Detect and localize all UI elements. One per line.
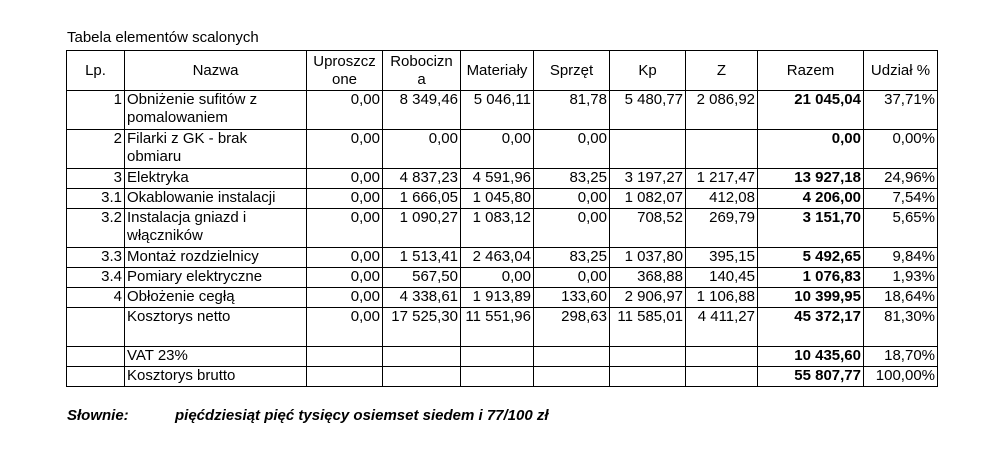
cell-robocizna: 4 338,61	[383, 288, 461, 308]
cell-kp	[610, 130, 686, 169]
cell-robocizna: 1 666,05	[383, 189, 461, 209]
cell-z: 269,79	[686, 209, 758, 248]
cell-z	[686, 130, 758, 169]
cell-robocizna: 567,50	[383, 268, 461, 288]
cell-razem: 5 492,65	[758, 248, 864, 268]
table-caption: Tabela elementów scalonych	[67, 29, 259, 46]
cell-z: 140,45	[686, 268, 758, 288]
cell-lp: 1	[67, 91, 125, 130]
header-uproszczone: Uproszcz one	[307, 51, 383, 91]
netto-z: 4 411,27	[686, 308, 758, 347]
vat-label: VAT 23%	[125, 347, 307, 367]
cell-nazwa: Obniżenie sufitów z pomalowaniem	[125, 91, 307, 130]
cell-kp: 3 197,27	[610, 169, 686, 189]
cell-udzial: 7,54%	[864, 189, 938, 209]
cell-kp: 5 480,77	[610, 91, 686, 130]
vat-razem: 10 435,60	[758, 347, 864, 367]
header-nazwa: Nazwa	[125, 51, 307, 91]
cell-lp: 3	[67, 169, 125, 189]
brutto-razem: 55 807,77	[758, 367, 864, 387]
cell-empty	[461, 347, 534, 367]
cell-nazwa: Obłożenie cegłą	[125, 288, 307, 308]
cell-lp: 2	[67, 130, 125, 169]
cell-empty	[534, 367, 610, 387]
cell-udzial: 1,93%	[864, 268, 938, 288]
header-kp: Kp	[610, 51, 686, 91]
vat-udzial: 18,70%	[864, 347, 938, 367]
cell-robocizna: 4 837,23	[383, 169, 461, 189]
header-materialy: Materiały	[461, 51, 534, 91]
vat-row	[67, 347, 938, 367]
netto-row	[67, 308, 938, 347]
table-row	[67, 248, 938, 268]
cell-lp: 3.4	[67, 268, 125, 288]
cell-empty	[383, 347, 461, 367]
cell-razem: 13 927,18	[758, 169, 864, 189]
cell-lp: 3.2	[67, 209, 125, 248]
netto-materialy: 11 551,96	[461, 308, 534, 347]
cell-uproszczone: 0,00	[307, 268, 383, 288]
cell-robocizna: 8 349,46	[383, 91, 461, 130]
cell-razem: 1 076,83	[758, 268, 864, 288]
cell-uproszczone: 0,00	[307, 169, 383, 189]
header-row	[67, 51, 938, 91]
summary-table	[66, 50, 938, 387]
cell-materialy: 1 913,89	[461, 288, 534, 308]
cell-razem: 4 206,00	[758, 189, 864, 209]
header-z: Z	[686, 51, 758, 91]
words-text: pięćdziesiąt pięć tysięcy osiemset siedem i 77/100 zł	[175, 407, 549, 424]
cell-sprzet: 83,25	[534, 169, 610, 189]
cell-sprzet: 0,00	[534, 189, 610, 209]
cell-robocizna: 0,00	[383, 130, 461, 169]
cell-robocizna: 1 513,41	[383, 248, 461, 268]
cell-razem: 3 151,70	[758, 209, 864, 248]
cell-sprzet: 133,60	[534, 288, 610, 308]
cell-sprzet: 83,25	[534, 248, 610, 268]
cell-sprzet: 0,00	[534, 209, 610, 248]
netto-sprzet: 298,63	[534, 308, 610, 347]
netto-label: Kosztorys netto	[125, 308, 307, 347]
table-row	[67, 288, 938, 308]
header-sprzet: Sprzęt	[534, 51, 610, 91]
table-row	[67, 169, 938, 189]
table-row	[67, 209, 938, 248]
cell-nazwa: Pomiary elektryczne	[125, 268, 307, 288]
netto-robocizna: 17 525,30	[383, 308, 461, 347]
cell-kp: 2 906,97	[610, 288, 686, 308]
cell-lp: 4	[67, 288, 125, 308]
cell-empty	[686, 347, 758, 367]
table-row	[67, 189, 938, 209]
cell-kp: 1 082,07	[610, 189, 686, 209]
cell-materialy: 1 045,80	[461, 189, 534, 209]
cell-razem: 10 399,95	[758, 288, 864, 308]
cell-uproszczone: 0,00	[307, 209, 383, 248]
cell-nazwa: Montaż rozdzielnicy	[125, 248, 307, 268]
netto-uproszczone: 0,00	[307, 308, 383, 347]
cell-z: 412,08	[686, 189, 758, 209]
cell-z: 1 106,88	[686, 288, 758, 308]
cell-z: 1 217,47	[686, 169, 758, 189]
cell-udzial: 0,00%	[864, 130, 938, 169]
table-row	[67, 91, 938, 130]
table-row	[67, 130, 938, 169]
cell-z: 395,15	[686, 248, 758, 268]
table-row	[67, 268, 938, 288]
cell-udzial: 9,84%	[864, 248, 938, 268]
brutto-udzial: 100,00%	[864, 367, 938, 387]
header-razem: Razem	[758, 51, 864, 91]
cell-sprzet: 81,78	[534, 91, 610, 130]
cell-kp: 1 037,80	[610, 248, 686, 268]
cell-materialy: 5 046,11	[461, 91, 534, 130]
netto-kp: 11 585,01	[610, 308, 686, 347]
cell-empty	[534, 347, 610, 367]
cell-nazwa: Okablowanie instalacji	[125, 189, 307, 209]
cell-nazwa: Filarki z GK - brak obmiaru	[125, 130, 307, 169]
cell-udzial: 18,64%	[864, 288, 938, 308]
brutto-row	[67, 367, 938, 387]
cell-empty	[686, 367, 758, 387]
brutto-label: Kosztorys brutto	[125, 367, 307, 387]
cell-sprzet: 0,00	[534, 130, 610, 169]
cell-nazwa: Instalacja gniazd i włączników	[125, 209, 307, 248]
cell-uproszczone: 0,00	[307, 288, 383, 308]
cell-udzial: 37,71%	[864, 91, 938, 130]
cell-uproszczone: 0,00	[307, 189, 383, 209]
cell-uproszczone: 0,00	[307, 248, 383, 268]
cell-empty	[461, 367, 534, 387]
cell-materialy: 0,00	[461, 268, 534, 288]
cell-lp: 3.3	[67, 248, 125, 268]
cell-lp-empty	[67, 347, 125, 367]
header-lp: Lp.	[67, 51, 125, 91]
cell-kp: 708,52	[610, 209, 686, 248]
cell-empty	[610, 367, 686, 387]
cell-udzial: 24,96%	[864, 169, 938, 189]
cell-uproszczone: 0,00	[307, 130, 383, 169]
cell-udzial: 5,65%	[864, 209, 938, 248]
cell-lp-empty	[67, 308, 125, 347]
cell-razem: 0,00	[758, 130, 864, 169]
cell-materialy: 0,00	[461, 130, 534, 169]
cell-z: 2 086,92	[686, 91, 758, 130]
netto-udzial: 81,30%	[864, 308, 938, 347]
cell-lp-empty	[67, 367, 125, 387]
cell-empty	[383, 367, 461, 387]
words-label: Słownie:	[67, 407, 129, 424]
cell-materialy: 1 083,12	[461, 209, 534, 248]
cell-kp: 368,88	[610, 268, 686, 288]
cell-empty	[610, 347, 686, 367]
cell-empty	[307, 347, 383, 367]
header-udzial: Udział %	[864, 51, 938, 91]
cell-robocizna: 1 090,27	[383, 209, 461, 248]
cell-razem: 21 045,04	[758, 91, 864, 130]
cell-lp: 3.1	[67, 189, 125, 209]
cell-nazwa: Elektryka	[125, 169, 307, 189]
cell-materialy: 4 591,96	[461, 169, 534, 189]
netto-razem: 45 372,17	[758, 308, 864, 347]
cell-uproszczone: 0,00	[307, 91, 383, 130]
cell-empty	[307, 367, 383, 387]
cell-sprzet: 0,00	[534, 268, 610, 288]
cell-materialy: 2 463,04	[461, 248, 534, 268]
header-robocizna: Robocizn a	[383, 51, 461, 91]
